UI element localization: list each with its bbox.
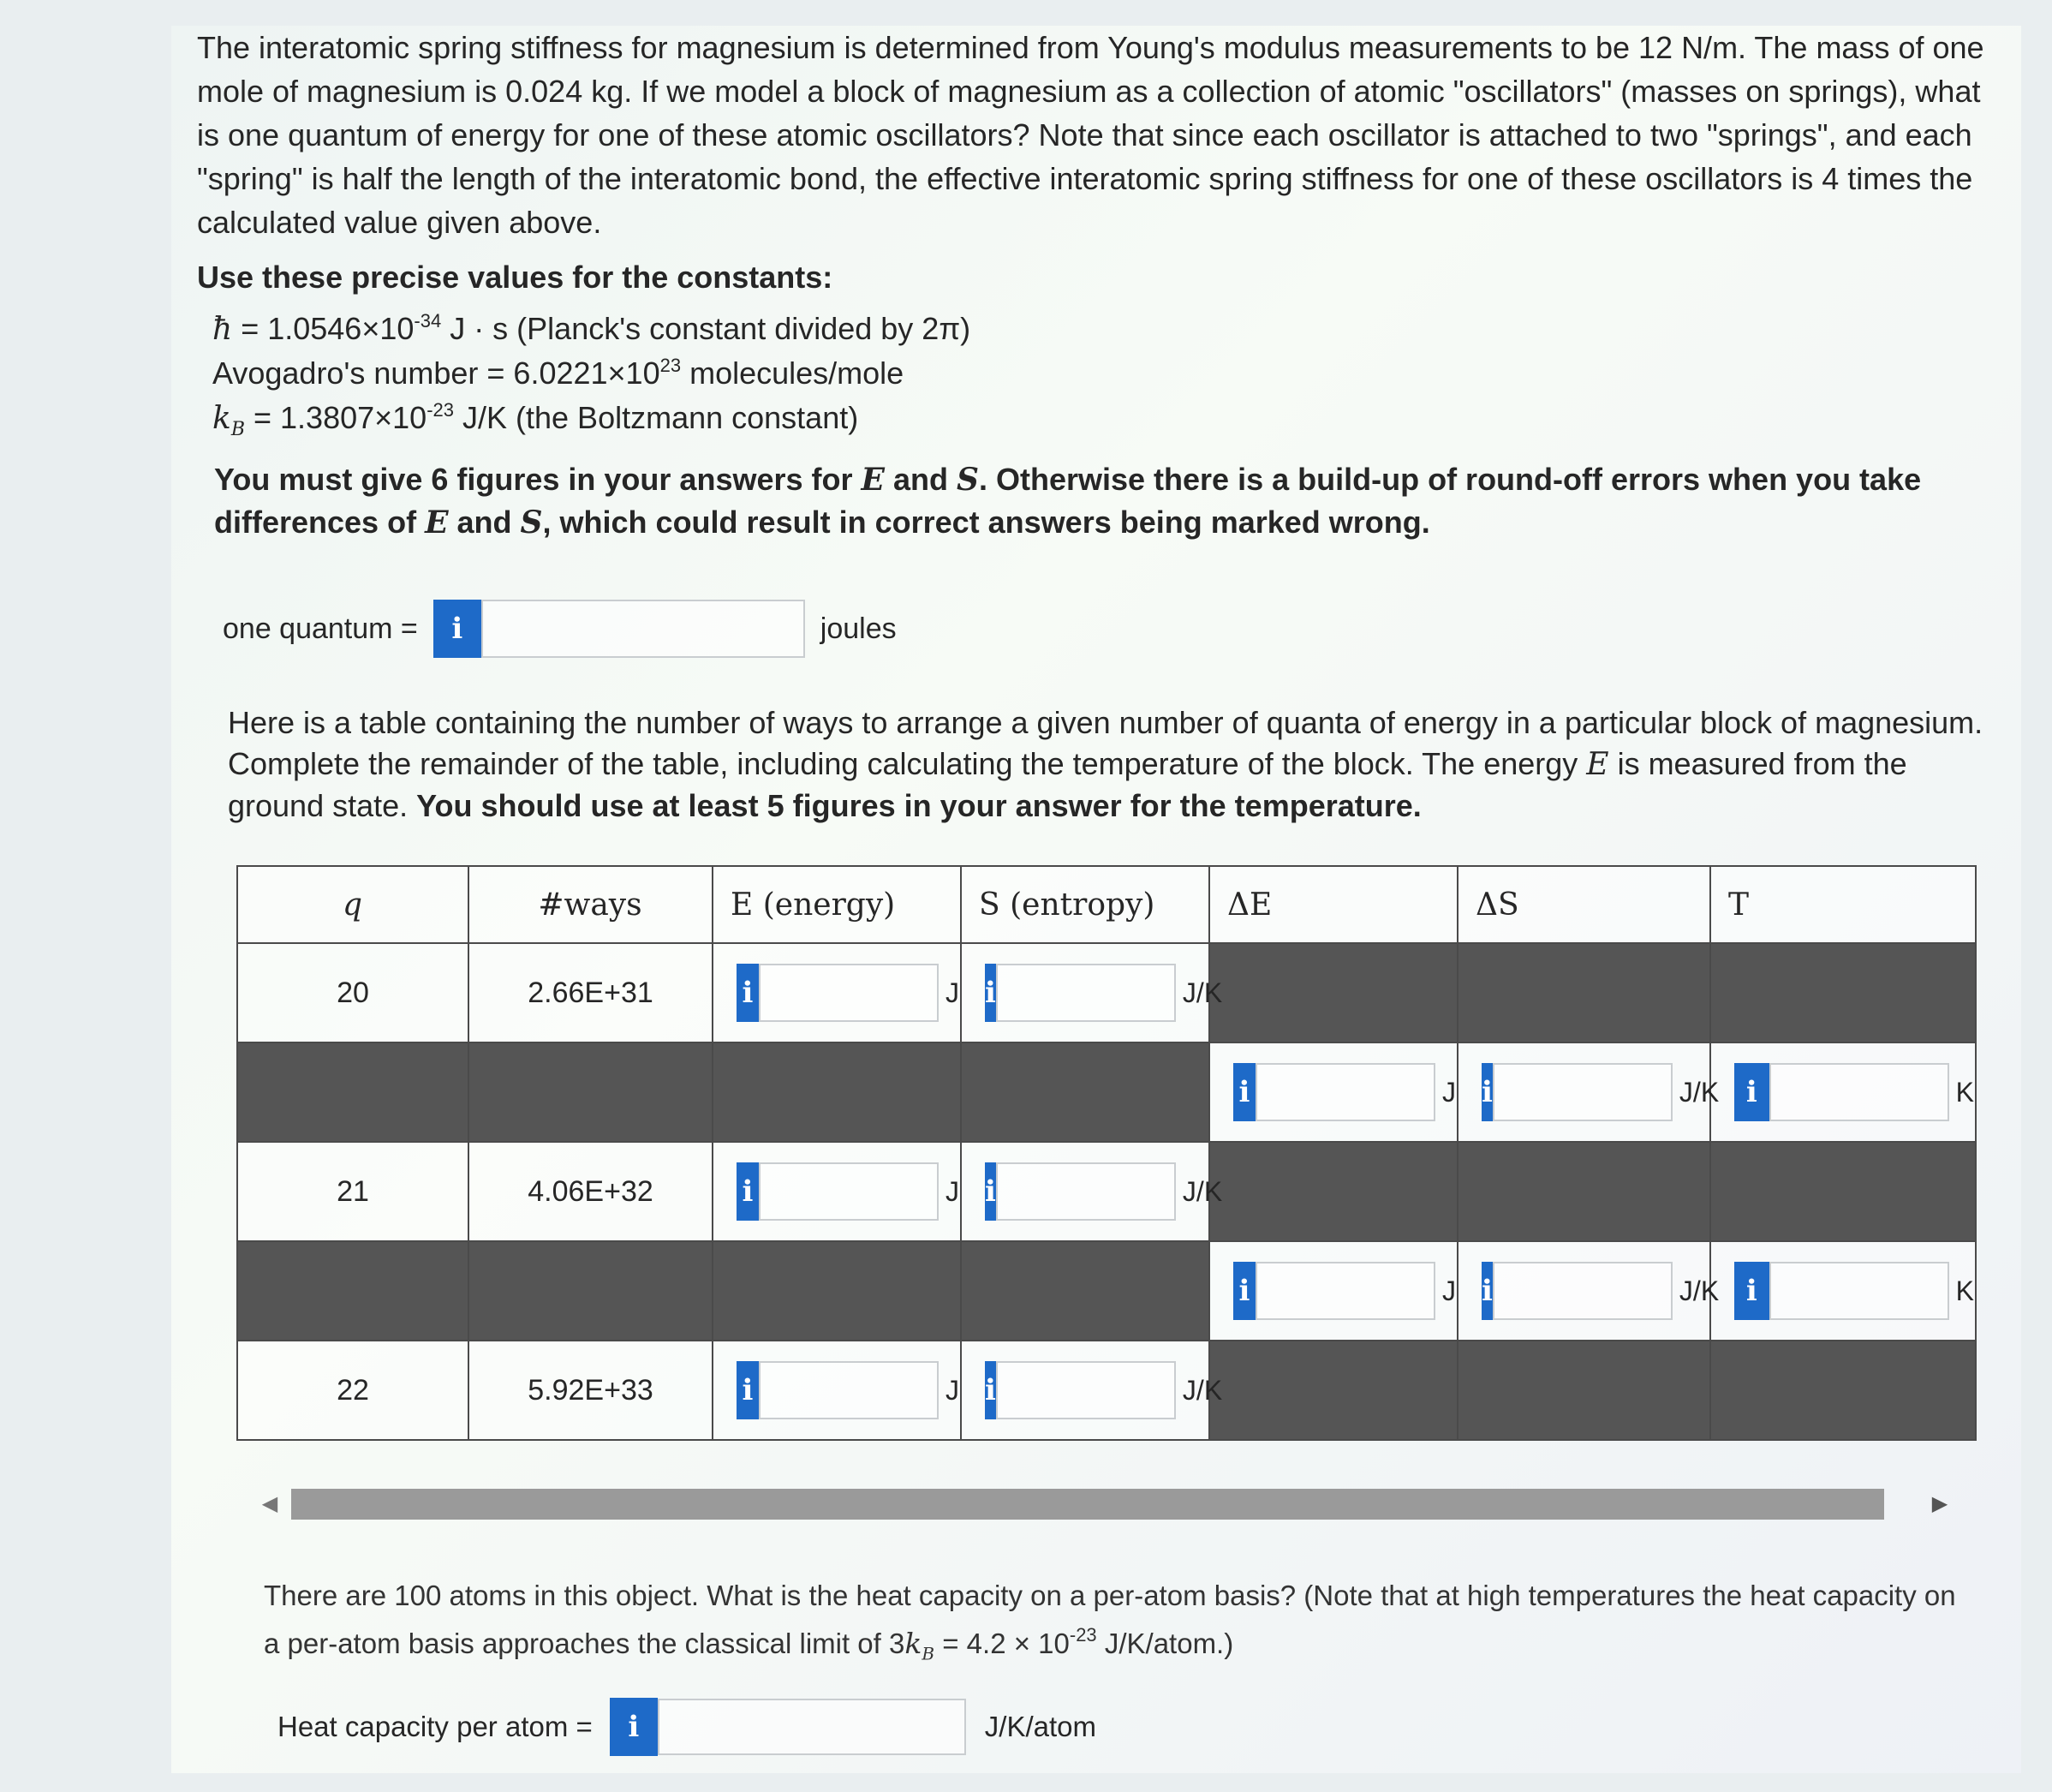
blank-cell <box>1710 1142 1976 1241</box>
temperature-cell: i K <box>1710 1241 1976 1341</box>
quanta-table <box>236 865 1977 1441</box>
header-temperature: T <box>1710 866 1976 943</box>
header-q: q <box>237 866 468 943</box>
one-quantum-label: one quantum = <box>223 612 418 645</box>
table-row <box>237 1241 1976 1341</box>
avogadro-constant: Avogadro's number = $6.0221\times 10^{23}$ molecules/mole <box>212 355 904 391</box>
blank-cell <box>713 1042 961 1142</box>
info-icon[interactable]: i <box>737 964 759 1022</box>
info-icon[interactable]: i <box>737 1162 759 1221</box>
blank-cell <box>1209 1142 1458 1241</box>
blank-cell <box>237 1042 468 1142</box>
info-icon[interactable]: i <box>1734 1063 1769 1121</box>
entropy-cell: i J/K <box>961 1341 1209 1440</box>
one-quantum-input[interactable] <box>481 600 805 658</box>
temperature-input[interactable] <box>1769 1262 1949 1320</box>
scrollbar-thumb[interactable] <box>291 1489 1884 1520</box>
blank-cell <box>1710 943 1976 1042</box>
problem-page <box>171 26 2021 1773</box>
scroll-right-arrow-icon[interactable]: ▶ <box>1931 1491 1948 1515</box>
q-cell: 20 <box>237 943 468 1042</box>
delta-s-cell: i J/K <box>1458 1042 1710 1142</box>
blank-cell <box>961 1241 1209 1341</box>
blank-cell <box>1209 943 1458 1042</box>
blank-cell <box>468 1042 713 1142</box>
table-header-row <box>237 866 1976 943</box>
blank-cell <box>237 1241 468 1341</box>
blank-cell <box>1710 1341 1976 1440</box>
info-icon[interactable]: i <box>1734 1262 1769 1320</box>
blank-cell <box>1458 1142 1710 1241</box>
temperature-cell: i K <box>1710 1042 1976 1142</box>
blank-cell <box>1209 1341 1458 1440</box>
energy-input[interactable] <box>759 964 939 1022</box>
blank-cell <box>1458 1341 1710 1440</box>
table-instructions: Here is a table containing the number of ways to arrange a given number of quanta of energy in a particular block of magnesium. Complete the remainder of the table, including calculating the temperature of the block. The energy E is measured from the ground state. You should use at least 5 figures in your answer for the temperature. <box>228 705 1983 823</box>
info-icon[interactable]: i <box>433 600 481 658</box>
blank-cell <box>713 1241 961 1341</box>
energy-cell: i J <box>713 1142 961 1241</box>
table-row <box>237 1341 1976 1440</box>
six-figures-warning: You must give 6 figures in your answers for E and S. Otherwise there is a build-up of round-off errors when you take differences of E and S, which could result in correct answers being marked wrong. <box>214 462 1922 541</box>
heat-capacity-question: There are 100 atoms in this object. What is the heat capacity on a per-atom basis? (Note that at high temperatures the heat capacity on a per-atom basis approaches the classical limit of $3k_B = 4.2 \times 10^{-23}$ J/K/atom.) <box>264 1580 1956 1664</box>
table-row <box>237 943 1976 1042</box>
energy-input[interactable] <box>759 1162 939 1221</box>
q-cell: 22 <box>237 1341 468 1440</box>
delta-s-input[interactable] <box>1493 1063 1673 1121</box>
table-horizontal-scrollbar[interactable] <box>257 1482 1953 1525</box>
delta-s-input[interactable] <box>1493 1262 1673 1320</box>
info-icon[interactable]: i <box>985 964 996 1022</box>
info-icon[interactable]: i <box>737 1361 759 1419</box>
info-icon[interactable]: i <box>985 1361 996 1419</box>
energy-cell: i J <box>713 1341 961 1440</box>
heat-capacity-input[interactable] <box>658 1699 966 1755</box>
header-delta-e: ΔE <box>1209 866 1458 943</box>
table-row <box>237 1142 1976 1241</box>
energy-cell: i J <box>713 943 961 1042</box>
header-delta-s: ΔS <box>1458 866 1710 943</box>
delta-e-cell: i J <box>1209 1042 1458 1142</box>
constants-heading: Use these precise values for the constants: <box>197 260 833 295</box>
blank-cell <box>468 1241 713 1341</box>
blank-cell <box>961 1042 1209 1142</box>
header-energy: E (energy) <box>713 866 961 943</box>
problem-statement: The interatomic spring stiffness for magnesium is determined from Young's modulus measurements to be 12 N/m. The mass of one mole of magnesium is 0.024 kg. If we model a block of magnesium as a collection of atomic "oscillators" (masses on springs), what is one quantum of energy for one of these atomic oscillators? Note that since each oscillator is attached to two "springs", and each "spring" is half the length of the interatomic bond, the effective interatomic spring stiffness for one of these oscillators is 4 times the calculated value given above. <box>197 30 1984 240</box>
ways-cell: 5.92E+33 <box>468 1341 713 1440</box>
ways-cell: 4.06E+32 <box>468 1142 713 1241</box>
info-icon[interactable]: i <box>1233 1063 1256 1121</box>
ways-cell: 2.66E+31 <box>468 943 713 1042</box>
scroll-left-arrow-icon[interactable]: ◀ <box>261 1491 278 1515</box>
boltzmann-constant: $k_B = 1.3807\times 10^{-23}$ J/K (the Boltzmann constant) <box>212 399 859 441</box>
temperature-input[interactable] <box>1769 1063 1949 1121</box>
hbar-constant: ħ = $1.0546\times 10^{-34}$ J · s (Planck's constant divided by 2π) <box>212 310 971 347</box>
entropy-input[interactable] <box>996 1162 1176 1221</box>
info-icon[interactable]: i <box>985 1162 996 1221</box>
entropy-input[interactable] <box>996 964 1176 1022</box>
header-entropy: S (entropy) <box>961 866 1209 943</box>
q-cell: 21 <box>237 1142 468 1241</box>
delta-e-cell: i J <box>1209 1241 1458 1341</box>
entropy-input[interactable] <box>996 1361 1176 1419</box>
heat-capacity-label: Heat capacity per atom = <box>277 1711 593 1742</box>
header-ways: #ways <box>468 866 713 943</box>
entropy-cell: i J/K <box>961 943 1209 1042</box>
info-icon[interactable]: i <box>1233 1262 1256 1320</box>
table-row <box>237 1042 1976 1142</box>
delta-e-input[interactable] <box>1256 1063 1435 1121</box>
info-icon[interactable]: i <box>610 1698 658 1756</box>
energy-input[interactable] <box>759 1361 939 1419</box>
blank-cell <box>1458 943 1710 1042</box>
delta-e-input[interactable] <box>1256 1262 1435 1320</box>
entropy-cell: i J/K <box>961 1142 1209 1241</box>
heat-capacity-row <box>277 1698 1096 1756</box>
delta-s-cell: i J/K <box>1458 1241 1710 1341</box>
info-icon[interactable]: i <box>1482 1262 1493 1320</box>
joules-unit-label: joules <box>820 612 897 645</box>
info-icon[interactable]: i <box>1482 1063 1493 1121</box>
heat-capacity-unit-label: J/K/atom <box>984 1711 1096 1742</box>
one-quantum-row <box>223 600 897 658</box>
